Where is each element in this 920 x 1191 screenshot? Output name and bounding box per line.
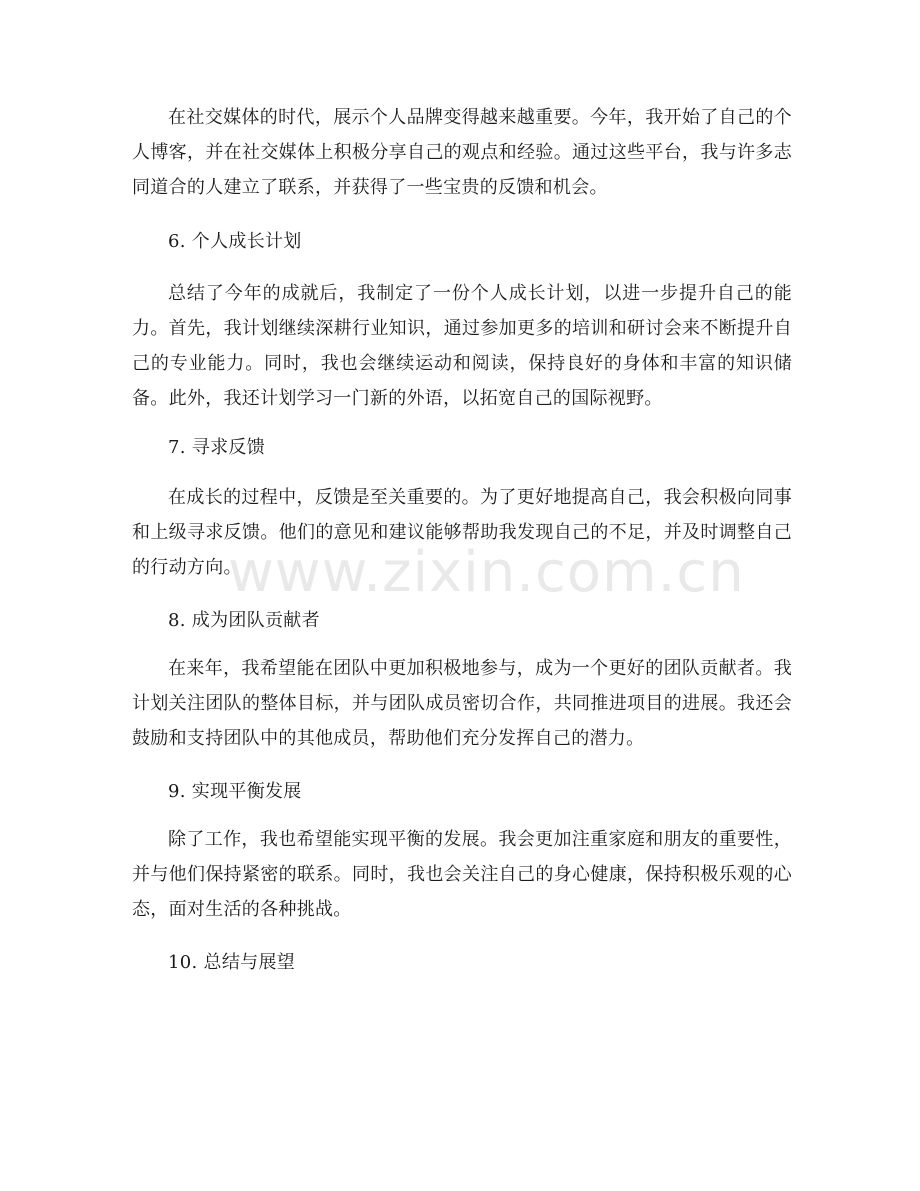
section-heading-9: 9. 实现平衡发展: [168, 781, 302, 802]
section-heading-10: 10. 总结与展望: [168, 952, 296, 973]
paragraph-feedback: 在成长的过程中，反馈是至关重要的。为了更好地提高自己，我会积极向同事和上级寻求反馈。他们的意见和建议能够帮助我发现自己的不足，并及时调整自己的行动方向。: [132, 487, 792, 578]
section-heading-6: 6. 个人成长计划: [168, 231, 302, 252]
paragraph-personal-brand: 在社交媒体的时代，展示个人品牌变得越来越重要。今年，我开始了自己的个人博客，并在社交媒体上积极分享自己的观点和经验。通过这些平台，我与许多志同道合的人建立了联系，并获得了一些宝贵的反馈和机会。: [132, 107, 792, 198]
paragraph-balanced-development: 除了工作，我也希望能实现平衡的发展。我会更加注重家庭和朋友的重要性，并与他们保持紧密的联系。同时，我也会关注自己的身心健康，保持积极乐观的心态，面对生活的各种挑战。: [132, 829, 792, 920]
watermark-text: www.zixin.com.cn: [228, 540, 745, 605]
section-heading-8: 8. 成为团队贡献者: [168, 610, 320, 631]
section-heading-7: 7. 寻求反馈: [168, 437, 265, 458]
paragraph-growth-plan: 总结了今年的成就后，我制定了一份个人成长计划，以进一步提升自己的能力。首先，我计划继续深耕行业知识，通过参加更多的培训和研讨会来不断提升自己的专业能力。同时，我也会继续运动和阅读，保持良好的身体和丰富的知识储备。此外，我还计划学习一门新的外语，以拓宽自己的国际视野。: [132, 283, 792, 409]
paragraph-team-contributor: 在来年，我希望能在团队中更加积极地参与，成为一个更好的团队贡献者。我计划关注团队的整体目标，并与团队成员密切合作，共同推进项目的进展。我还会鼓励和支持团队中的其他成员，帮助他们充分发挥自己的潜力。: [132, 658, 792, 749]
